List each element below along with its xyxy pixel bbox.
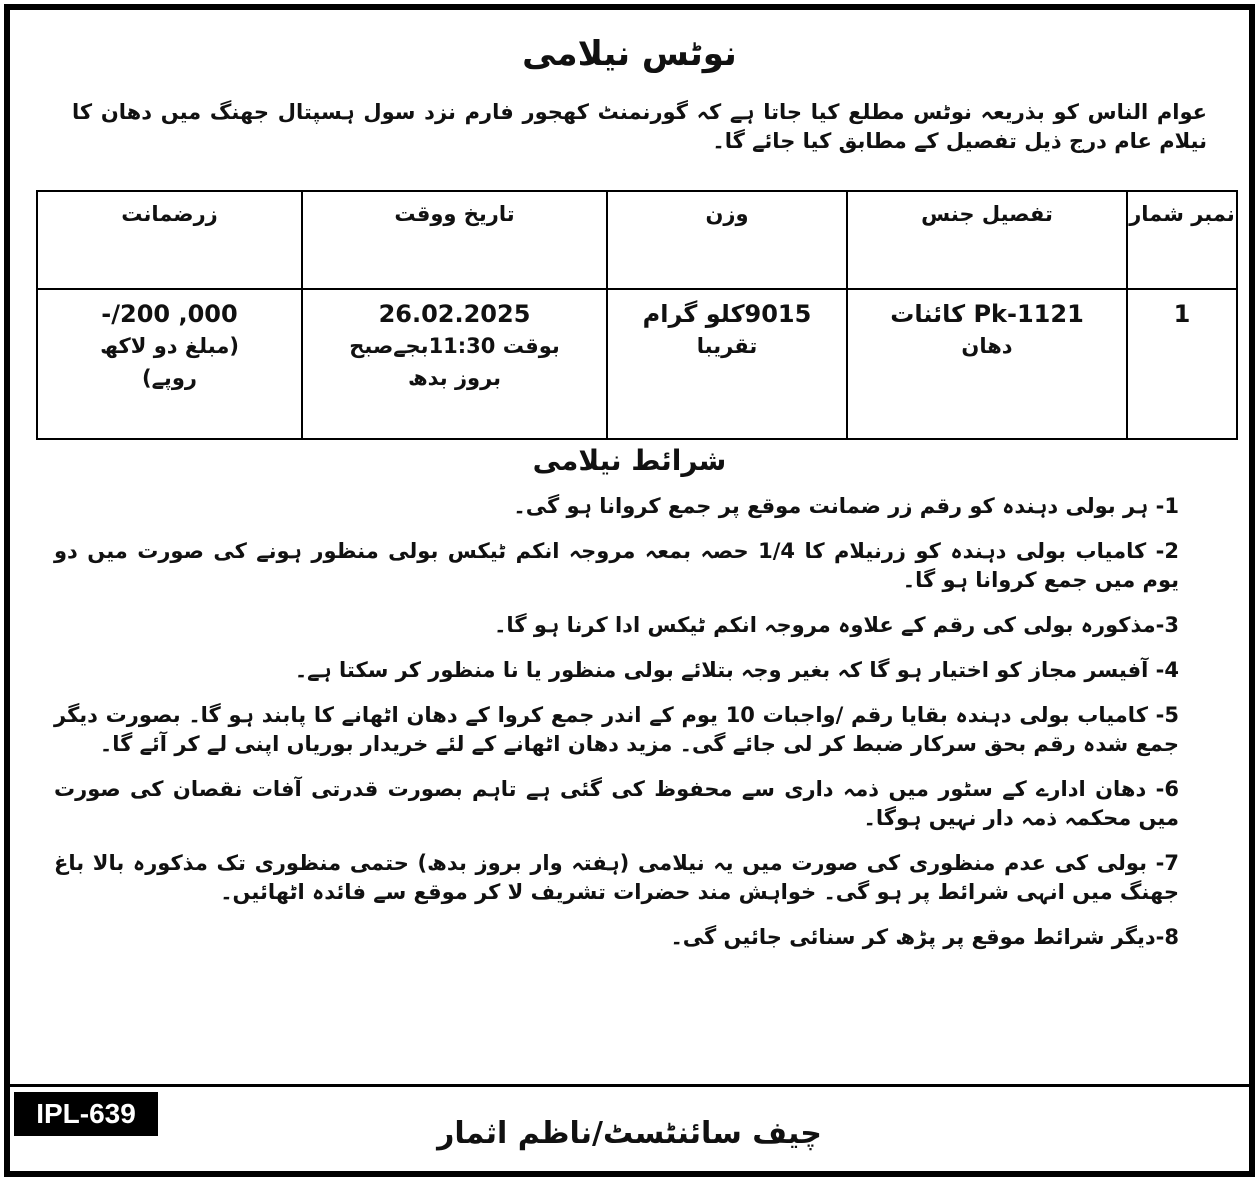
- security-amount: -/200 ,000: [101, 300, 238, 328]
- notice-title: نوٹس نیلامی: [522, 34, 737, 74]
- term-item: 3-مذکورہ بولی کی رقم کے علاوہ مروجہ انکم ٹیکس ادا کرنا ہو گا۔: [494, 613, 1179, 637]
- term-item: 7- بولی کی عدم منظوری کی صورت میں یہ نیلامی (ہفتہ وار بروز بدھ) حتمی منظوری تک مذکورہ بالا باغ جھنگ میں انہی شرائط پر ہو گی۔ خواہش مند حضرات تشریف لا کر موقع سے فائدہ اٹھائیں۔: [54, 851, 1179, 904]
- header-description: تفصیل جنس: [847, 191, 1127, 289]
- cell-number: [1127, 289, 1237, 439]
- header-number: نمبر شمار: [1127, 191, 1237, 289]
- term-item: 4- آفیسر مجاز کو اختیار ہو گا کہ بغیر وجہ بتلائے بولی منظور یا نا منظور کر سکتا ہے۔: [294, 658, 1179, 682]
- row-number: 1: [1173, 300, 1191, 328]
- auction-day: بروز بدھ: [407, 366, 502, 390]
- amount-words-2: روپے): [142, 366, 197, 390]
- amount-words-1: (مبلغ دو لاکھ: [100, 334, 239, 358]
- header-weight: وزن: [607, 191, 847, 289]
- cell-amount: [37, 289, 302, 439]
- intro-paragraph: عوام الناس کو بذریعہ نوٹس مطلع کیا جاتا ہے کہ گورنمنٹ کھجور فارم نزد سول ہسپتال جھنگ میں دھان کا نیلام عام درج ذیل تفصیل کے مطابق کیا جائے گا۔: [72, 100, 1207, 153]
- cell-description: [847, 289, 1127, 439]
- ipl-code-badge: IPL-639: [14, 1092, 158, 1136]
- terms-title: شرائط نیلامی: [532, 444, 727, 477]
- cell-weight: [607, 289, 847, 439]
- table-row: [37, 289, 1237, 439]
- auction-table: [36, 190, 1238, 440]
- term-item: 5- کامیاب بولی دہندہ بقایا رقم /واجبات 10 یوم کے اندر جمع کروا کے دھان اٹھانے کا پابند ہو گا۔ بصورت دیگر جمع شدہ رقم بحق سرکار ضبط کر لی جائے گی۔ مزید دھان اٹھانے کے لئے خریدار بوریاں اپنی لے کر آئے گا۔: [54, 703, 1179, 756]
- header-amount: زرضمانت: [37, 191, 302, 289]
- weight-approx: تقریبا: [696, 334, 758, 358]
- description-variety: Pk-1121 کائنات: [890, 300, 1084, 328]
- term-item: 1- ہر بولی دہندہ کو رقم زر ضمانت موقع پر جمع کروانا ہو گی۔: [513, 494, 1179, 518]
- auction-time: بوقت 11:30بجےصبح: [349, 334, 560, 358]
- description-crop: دھان: [961, 334, 1013, 358]
- term-item: 8-دیگر شرائط موقع پر پڑھ کر سنائی جائیں گی۔: [670, 925, 1179, 949]
- term-item: 6- دھان ادارے کے سٹور میں ذمہ داری سے محفوظ کی گئی ہے تاہم بصورت قدرتی آفات نقصان کی صورت میں محکمہ ذمہ دار نہیں ہوگا۔: [54, 777, 1179, 830]
- weight-value: 9015کلو گرام: [642, 300, 812, 328]
- cell-datetime: [302, 289, 607, 439]
- terms-list: [54, 492, 1179, 968]
- table-header-row: [37, 191, 1237, 289]
- notice-frame: [4, 4, 1255, 1177]
- header-datetime: تاریخ ووقت: [302, 191, 607, 289]
- term-item: 2- کامیاب بولی دہندہ کو زرنیلام کا 1/4 حصہ بمعہ مروجہ انکم ٹیکس بولی منظور ہونے کی صورت میں دو یوم میں جمع کروانا ہو گا۔: [54, 539, 1179, 592]
- auction-date: 26.02.2025: [378, 300, 531, 328]
- signature-title: چیف سائنٹسٹ/ناظم اثمار: [437, 1116, 822, 1151]
- footer-divider: [10, 1084, 1249, 1087]
